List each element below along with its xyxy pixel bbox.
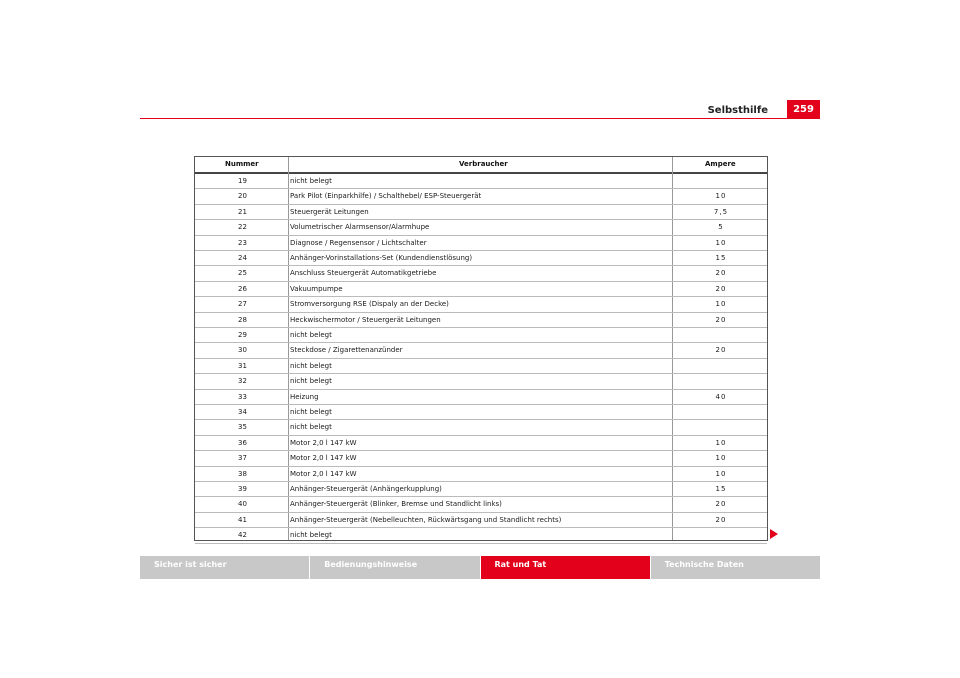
fuse-consumer: nicht belegt [290, 331, 332, 339]
table-row [195, 297, 767, 312]
fuse-number: 20 [238, 192, 247, 201]
fuse-number: 42 [238, 531, 247, 540]
fuse-ampere: 20 [715, 284, 727, 293]
fuse-number: 38 [238, 469, 247, 478]
table-row [195, 343, 767, 358]
fuse-number: 26 [238, 284, 247, 293]
fuse-consumer: Motor 2,0 l 147 kW [290, 469, 357, 478]
fuse-ampere: 10 [715, 454, 727, 463]
table-row [195, 205, 767, 220]
fuse-number: 22 [238, 223, 247, 232]
fuse-consumer: nicht belegt [290, 177, 332, 185]
fuse-ampere: 5 [718, 223, 724, 232]
fuse-consumer: Anhänger-Steuergerät (Blinker, Bremse und Standlicht links) [290, 500, 502, 509]
fuse-consumer: nicht belegt [290, 377, 332, 386]
table-row [195, 497, 767, 512]
fuse-number: 41 [238, 515, 247, 524]
fuse-number: 21 [238, 207, 247, 216]
header-nummer: Nummer [225, 160, 259, 168]
header-verbraucher: Verbraucher [459, 160, 508, 168]
fuse-consumer: Motor 2,0 l 147 kW [290, 454, 357, 463]
table-row [195, 405, 767, 420]
table-row [195, 313, 767, 328]
fuse-number: 24 [238, 254, 247, 262]
fuse-ampere: 10 [715, 438, 727, 447]
fuse-ampere: 20 [715, 500, 727, 509]
tab-bedienungshinweise[interactable]: Bedienungshinweise [310, 556, 479, 579]
fuse-consumer: Diagnose / Regensensor / Lichtschalter [290, 238, 427, 247]
fuse-number: 23 [238, 238, 247, 247]
fuse-number: 33 [238, 392, 247, 401]
table-row [195, 436, 767, 451]
table-row [195, 189, 767, 204]
fuse-consumer: Stromversorgung RSE (Dispaly an der Decke) [290, 300, 449, 309]
fuse-number: 36 [238, 438, 247, 447]
fuse-consumer: Steuergerät Leitungen [290, 207, 369, 216]
fuse-number: 32 [238, 377, 247, 386]
fuse-consumer: Anhänger-Vorinstallations-Set (Kundendienstlösung) [290, 254, 473, 262]
table-row [195, 467, 767, 482]
fuse-table [194, 156, 768, 541]
tab-rat-und-tat[interactable]: Rat und Tat [481, 556, 650, 579]
table-row [195, 236, 767, 251]
fuse-consumer: Motor 2,0 l 147 kW [290, 438, 357, 447]
fuse-number: 35 [238, 423, 247, 432]
fuse-ampere: 15 [715, 485, 727, 493]
fuse-consumer: nicht belegt [290, 423, 332, 432]
next-page-arrow-icon[interactable] [770, 529, 778, 539]
table-header [195, 157, 767, 172]
fuse-number: 40 [238, 500, 247, 509]
fuse-number: 25 [238, 269, 247, 278]
fuse-number: 37 [238, 454, 247, 463]
fuse-consumer: Anschluss Steuergerät Automatikgetriebe [290, 269, 437, 278]
page-number-badge: 259 [787, 100, 820, 119]
table-row [195, 220, 767, 235]
table-row [195, 482, 767, 497]
fuse-consumer: Park Pilot (Einparkhilfe) / Schalthebel/ ESP-Steuergerät [290, 192, 482, 201]
table-row [195, 282, 767, 297]
fuse-number: 19 [238, 177, 247, 185]
fuse-consumer: nicht belegt [290, 531, 332, 540]
fuse-consumer: nicht belegt [290, 361, 332, 370]
header-divider [140, 118, 820, 119]
fuse-consumer: Volumetrischer Alarmsensor/Alarmhupe [290, 223, 430, 232]
fuse-ampere: 20 [715, 269, 727, 278]
fuse-number: 39 [238, 485, 247, 493]
fuse-consumer: Vakuumpumpe [290, 284, 343, 293]
table-row [195, 528, 767, 543]
fuse-ampere: 15 [715, 254, 727, 262]
fuse-number: 28 [238, 315, 247, 324]
table-row [195, 390, 767, 405]
table-row [195, 374, 767, 389]
table-row [195, 451, 767, 466]
section-title: Selbsthilfe [707, 105, 768, 116]
fuse-consumer: nicht belegt [290, 408, 332, 416]
table-row [195, 174, 767, 189]
fuse-consumer: Heckwischermotor / Steuergerät Leitungen [290, 315, 441, 324]
table-row [195, 359, 767, 374]
fuse-ampere: 10 [715, 300, 727, 309]
fuse-consumer: Heizung [290, 392, 319, 401]
fuse-ampere: 10 [715, 192, 727, 201]
fuse-number: 27 [238, 300, 247, 309]
fuse-consumer: Anhänger-Steuergerät (Anhängerkupplung) [290, 485, 442, 493]
fuse-number: 34 [238, 408, 247, 416]
fuse-number: 29 [238, 331, 247, 339]
fuse-consumer: Steckdose / Zigarettenanzünder [290, 346, 403, 355]
fuse-ampere: 20 [715, 346, 727, 355]
fuse-number: 30 [238, 346, 247, 355]
fuse-ampere: 20 [715, 515, 727, 524]
table-row [195, 420, 767, 435]
table-row [195, 266, 767, 281]
bottom-nav [140, 556, 820, 579]
fuse-ampere: 7,5 [713, 207, 729, 216]
fuse-ampere: 10 [715, 469, 727, 478]
fuse-ampere: 10 [715, 238, 727, 247]
fuse-consumer: Anhänger-Steuergerät (Nebelleuchten, Rückwärtsgang und Standlicht rechts) [290, 515, 562, 524]
header-ampere: Ampere [705, 160, 736, 168]
fuse-ampere: 20 [715, 315, 727, 324]
fuse-number: 31 [238, 361, 247, 370]
tab-technische-daten[interactable]: Technische Daten [651, 556, 820, 579]
tab-sicher-ist-sicher[interactable]: Sicher ist sicher [140, 556, 309, 579]
table-row [195, 328, 767, 343]
table-row [195, 513, 767, 528]
fuse-ampere: 40 [715, 392, 727, 401]
table-row [195, 251, 767, 266]
